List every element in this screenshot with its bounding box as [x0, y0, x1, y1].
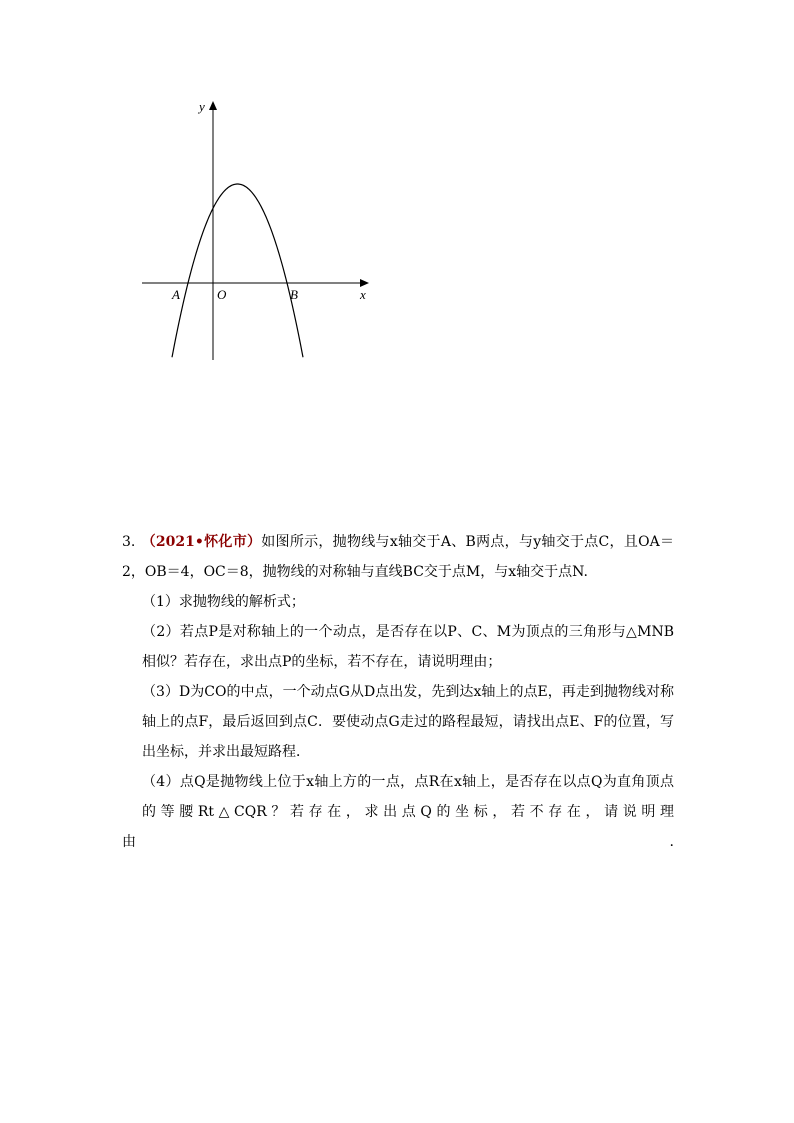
y-axis-label: y: [199, 99, 205, 114]
part-2: （2）若点P是对称轴上的一个动点，是否存在以P、C、M为顶点的三角形与△MNB相似？若存在，求出点P的坐标，若不存在，请说明理由；: [142, 624, 674, 670]
y-axis-arrow: [209, 101, 217, 110]
parabola-figure: [0, 0, 794, 420]
problem-stem-text: 如图所示，抛物线与x轴交于A、B两点，与y轴交于点C，且OA＝2，OB＝4，OC＝8，抛物线的对称轴与直线BC交于点M，与x轴交于点N.: [122, 534, 674, 580]
part-4-period: .: [669, 834, 674, 850]
parabola-curve: [172, 184, 303, 357]
x-axis-arrow: [360, 279, 369, 287]
point-b-label: B: [290, 287, 298, 302]
origin-label: O: [217, 287, 227, 302]
part-4-end: 由: [122, 834, 136, 850]
problem-3: [122, 527, 674, 857]
problem-stem: [122, 527, 674, 587]
point-a-label: A: [172, 287, 180, 302]
part-4-last-line: [122, 827, 674, 857]
part-1: （1）求抛物线的解析式；: [142, 594, 305, 610]
part-3: （3）D为CO的中点，一个动点G从D点出发，先到达x轴上的点E，再走到抛物线对称轴上的点F，最后返回到点C．要使动点G走过的路程最短，请找出点E、F的位置，写出坐标，并求出最短路程．: [142, 684, 674, 760]
part-4: （4）点Q是抛物线上位于x轴上方的一点，点R在x轴上，是否存在以点Q为直角顶点的等腰Rt△CQR？若存在，求出点Q的坐标，若不存在，请说明理: [142, 774, 674, 820]
problem-number: 3.: [122, 534, 136, 550]
problem-source: （2021•怀化市）: [141, 534, 262, 550]
x-axis-label: x: [360, 287, 366, 302]
